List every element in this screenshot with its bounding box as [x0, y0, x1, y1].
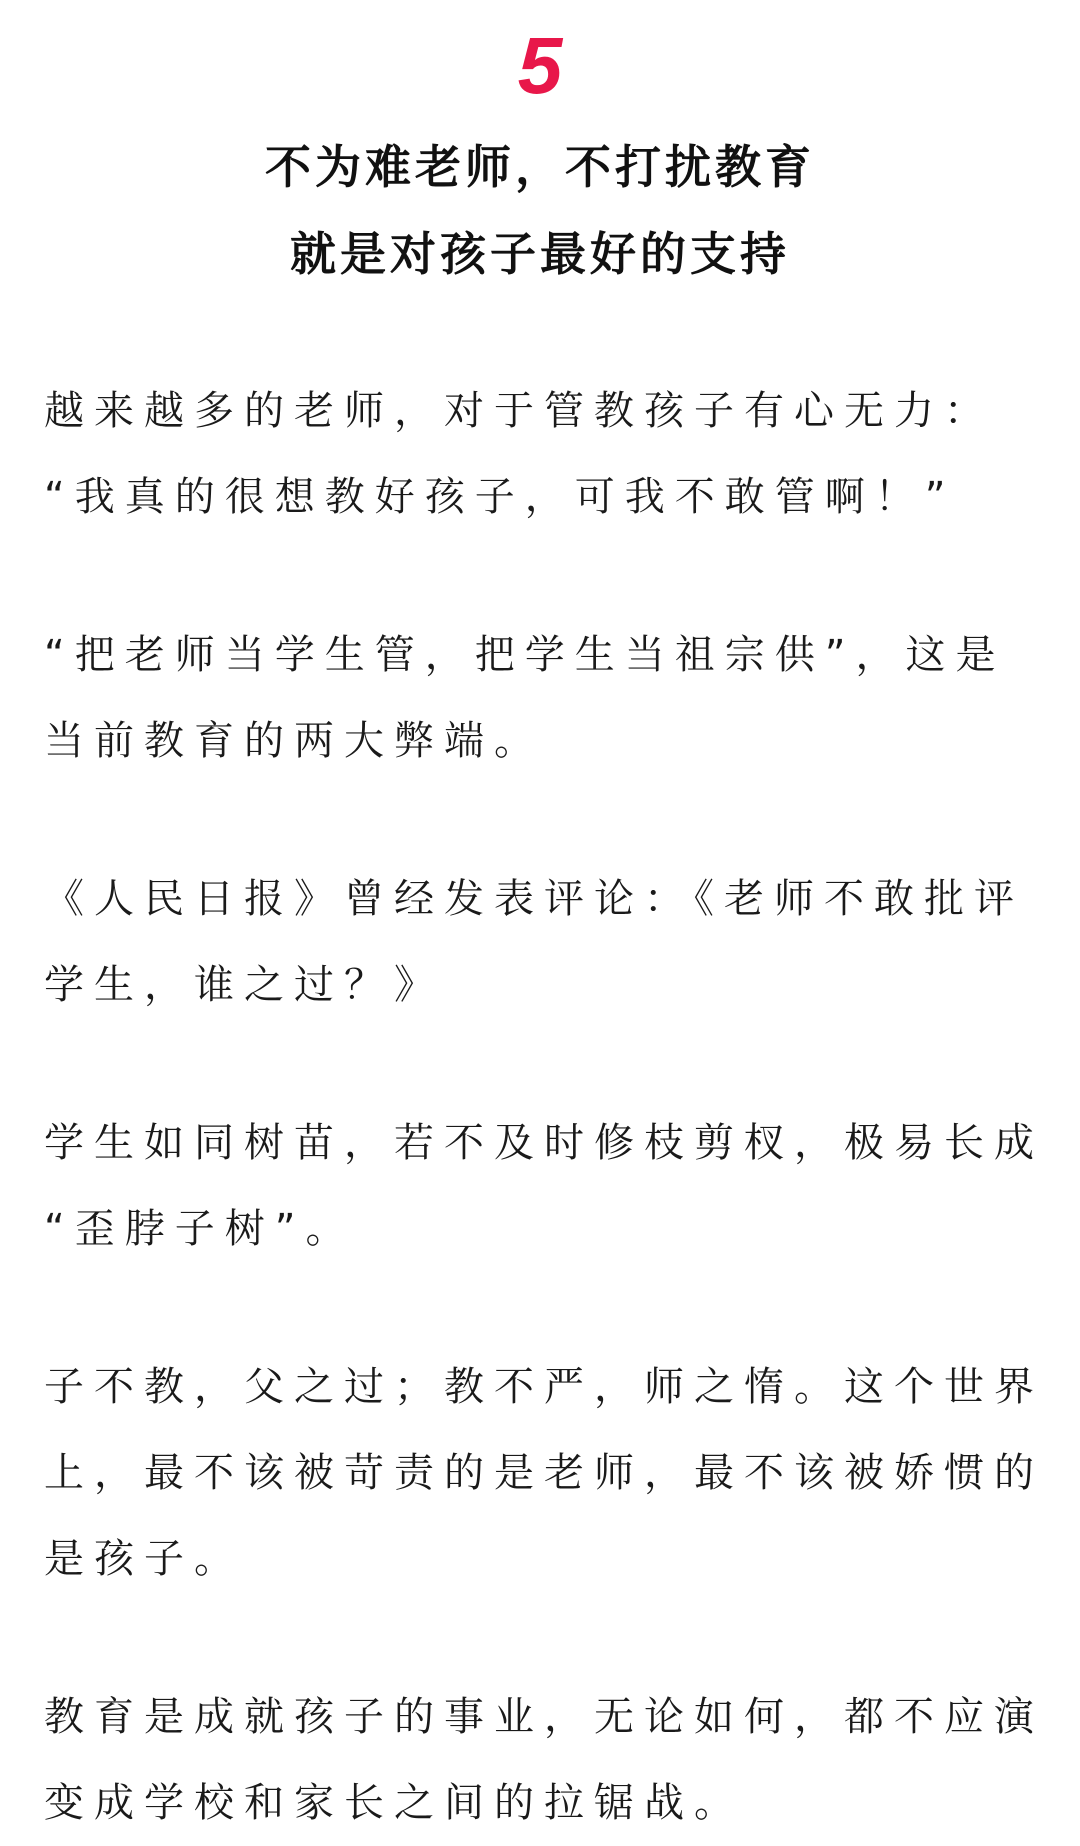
- paragraph-teachers-powerless: [44, 368, 1044, 540]
- section-heading-line-2: 就是对孩子最好的支持: [290, 227, 790, 281]
- paragraph-line: “我真的很想教好孩子，可我不敢管啊！”: [44, 474, 956, 520]
- paragraph-two-drawbacks: [44, 612, 1044, 784]
- paragraph-line: 学生如同树苗，若不及时修枝剪杈，极易长成: [44, 1120, 1044, 1166]
- paragraph-line: 上，最不该被苛责的是老师，最不该被娇惯的: [44, 1450, 1044, 1496]
- paragraph-peoples-daily: [44, 856, 1044, 1028]
- paragraph-teacher-blame: [44, 1344, 1044, 1602]
- paragraph-line: 是孩子。: [44, 1536, 244, 1582]
- paragraph-line: 子不教，父之过；教不严，师之惰。这个世界: [44, 1364, 1044, 1410]
- paragraph-line: 学生，谁之过？》: [44, 962, 444, 1008]
- paragraph-line: “把老师当学生管，把学生当祖宗供”，这是: [44, 632, 1006, 678]
- section-number: 5: [517, 21, 563, 110]
- paragraph-line: 当前教育的两大弊端。: [44, 718, 544, 764]
- paragraph-line: 变成学校和家长之间的拉锯战。: [44, 1780, 744, 1826]
- paragraph-line: “歪脖子树”。: [44, 1206, 356, 1252]
- paragraph-education-career: [44, 1674, 1044, 1846]
- paragraph-line: 越来越多的老师，对于管教孩子有心无力：: [44, 388, 994, 434]
- section-heading-line-1: 不为难老师，不打扰教育: [265, 140, 815, 194]
- paragraph-line: 教育是成就孩子的事业，无论如何，都不应演: [44, 1694, 1044, 1740]
- paragraph-saplings: [44, 1100, 1044, 1272]
- paragraph-line: 《人民日报》曾经发表评论：《老师不敢批评: [44, 876, 1024, 922]
